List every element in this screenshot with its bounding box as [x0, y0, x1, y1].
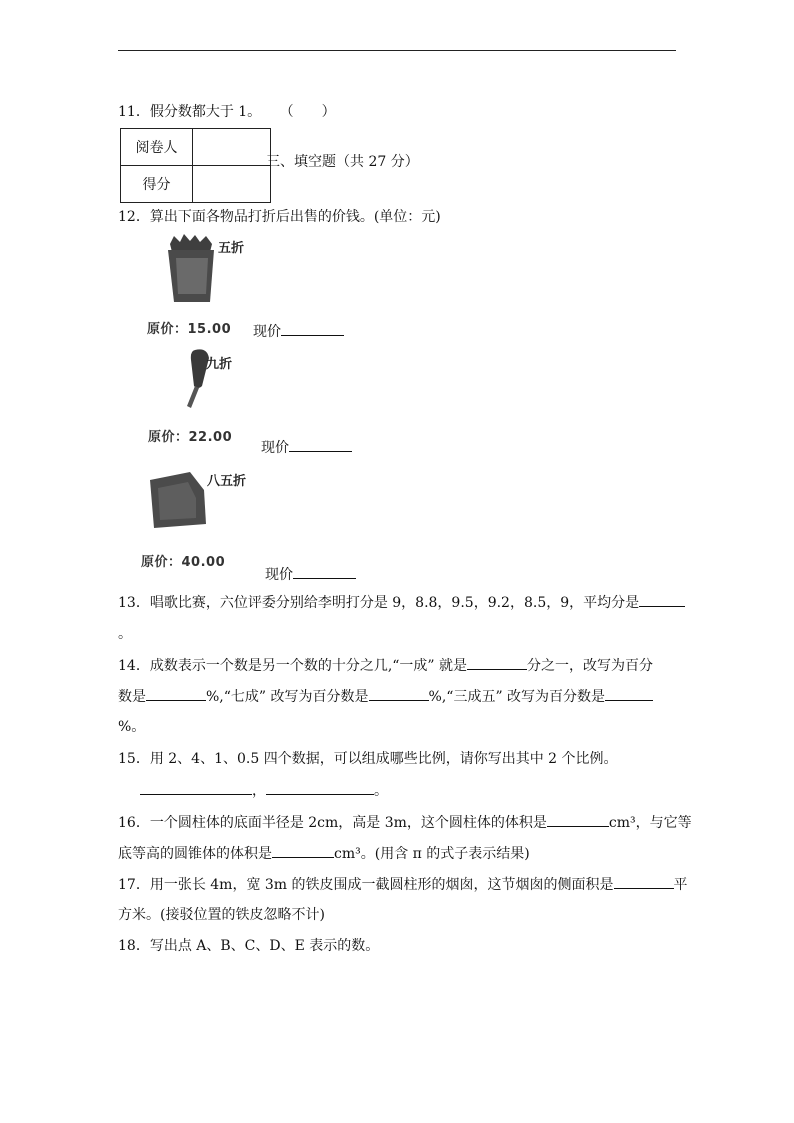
reviewer-cell[interactable]: [193, 129, 271, 166]
now-price-label: 现价: [253, 324, 281, 340]
question-15-answers: [140, 780, 388, 801]
answer-blank[interactable]: [281, 321, 344, 336]
answer-blank[interactable]: [293, 564, 356, 579]
score-label: 得分: [121, 166, 193, 203]
question-11-text: 11．假分数都大于 1。: [118, 104, 262, 120]
question-17-line-1: [118, 874, 688, 895]
answer-blank[interactable]: [614, 874, 674, 889]
answer-blank[interactable]: [605, 686, 653, 701]
question-14-line-3: %。: [118, 719, 146, 735]
discount-label-3: 八五折: [207, 474, 247, 489]
answer-blank[interactable]: [272, 843, 334, 858]
discount-label-2: 九折: [206, 357, 233, 372]
question-16-line-1: [118, 812, 692, 833]
answer-blank[interactable]: [639, 592, 685, 607]
question-17-text: 平: [673, 877, 688, 893]
fries-box-icon: [162, 232, 222, 306]
question-14-line-2: [118, 686, 653, 707]
answer-blank[interactable]: [140, 780, 252, 795]
section-title: 三、填空题（共 27 分）: [266, 154, 419, 170]
answer-blank[interactable]: [146, 686, 206, 701]
answer-blank[interactable]: [467, 655, 527, 670]
answer-blank[interactable]: [266, 780, 374, 795]
question-13-text: 13．唱歌比赛，六位评委分别给李明打分是 9，8.8，9.5，9.2，8.5，9，平均分是: [118, 595, 640, 611]
separator: ，: [252, 783, 266, 799]
question-12-text: 12．算出下面各物品打折后出售的价钱。(单位：元): [118, 209, 441, 225]
answer-paren[interactable]: （ ）: [279, 104, 336, 120]
period: 。: [374, 783, 388, 799]
question-17-text: 17．用一张长 4m，宽 3m 的铁皮围成一截圆柱形的烟囱，这节烟囱的侧面积是: [118, 877, 614, 893]
question-14-text: 14．成数表示一个数是另一个数的十分之几,“一成” 就是: [118, 658, 468, 674]
question-11: [118, 102, 336, 122]
question-14-text: 数是: [118, 689, 146, 705]
answer-blank[interactable]: [289, 437, 352, 452]
question-16-text: 16．一个圆柱体的底面半径是 2cm，高是 3m，这个圆柱体的体积是: [118, 815, 547, 831]
header-rule: [118, 50, 676, 51]
question-16-text: cm³。(用含 π 的式子表示结果): [334, 846, 530, 862]
now-price-label: 现价: [261, 440, 289, 456]
score-cell[interactable]: [193, 166, 271, 203]
question-14-text: 分之一，改写为百分: [527, 658, 654, 674]
discount-label-1: 五折: [218, 241, 245, 256]
answer-blank[interactable]: [547, 812, 609, 827]
now-price-label: 现价: [265, 567, 293, 583]
score-table: [120, 128, 271, 203]
question-14-line-1: [118, 655, 653, 676]
cake-slice-icon: [146, 470, 208, 530]
question-13-end: 。: [118, 626, 132, 642]
now-price-1: [253, 321, 344, 342]
question-13: [118, 592, 685, 613]
question-16-text: cm³，与它等: [608, 815, 692, 831]
now-price-2: [261, 437, 352, 458]
question-17-line-2: 方米。(接驳位置的铁皮忽略不计): [118, 907, 325, 923]
question-15-text: 15．用 2、4、1、0.5 四个数据，可以组成哪些比例，请你写出其中 2 个比例。: [118, 751, 618, 767]
question-16-text: 底等高的圆锥体的体积是: [118, 846, 272, 862]
question-18-text: 18．写出点 A、B、C、D、E 表示的数。: [118, 938, 380, 954]
question-14-text: %,“三成五” 改写为百分数是: [428, 689, 606, 705]
original-price-1: 原价：15.00: [147, 322, 232, 337]
original-price-2: 原价：22.00: [148, 430, 233, 445]
question-16-line-2: [118, 843, 530, 864]
original-price-3: 原价：40.00: [141, 555, 226, 570]
now-price-3: [265, 564, 356, 585]
reviewer-label: 阅卷人: [121, 129, 193, 166]
answer-blank[interactable]: [369, 686, 429, 701]
question-14-text: %,“七成” 改写为百分数是: [206, 689, 369, 705]
